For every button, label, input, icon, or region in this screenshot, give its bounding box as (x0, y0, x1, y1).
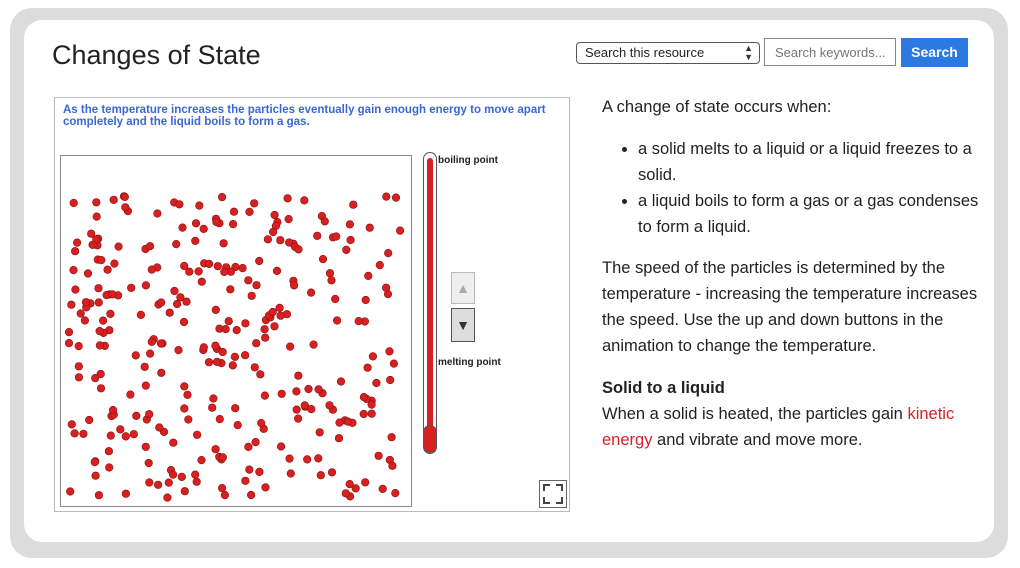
melting-point-label: melting point (438, 357, 501, 368)
particle (196, 202, 204, 210)
particle (96, 342, 104, 350)
particle (364, 364, 372, 372)
particle (154, 481, 162, 489)
particle (95, 284, 103, 292)
particle (193, 478, 201, 486)
particle (200, 225, 208, 233)
particle (179, 224, 187, 232)
section-heading: Solid to a liquid (602, 379, 725, 397)
particle (269, 308, 277, 316)
particle (146, 242, 154, 250)
particle (342, 490, 350, 498)
particle (286, 455, 294, 463)
particle (122, 204, 130, 212)
particle (172, 240, 180, 248)
particle (92, 472, 100, 480)
particle (171, 287, 179, 295)
particle (277, 236, 285, 244)
particle (68, 421, 76, 429)
animation-caption: As the temperature increases the particles eventually gain enough energy to move apart completely and the liquid boils to form a gas. (63, 104, 546, 128)
particle (257, 419, 265, 427)
particle (271, 211, 279, 219)
search-button[interactable]: Search (901, 38, 968, 67)
particle (213, 218, 221, 226)
particle (301, 197, 309, 205)
particle (261, 392, 269, 400)
particle (219, 348, 227, 356)
particle (93, 199, 101, 207)
particle (343, 246, 351, 254)
particle (332, 233, 340, 241)
particle (195, 268, 203, 276)
solid-liquid-paragraph (602, 401, 982, 453)
particle (184, 391, 192, 399)
particle (376, 261, 384, 269)
particle (213, 358, 221, 366)
particle (220, 240, 228, 248)
particle (277, 443, 285, 451)
particle (208, 404, 216, 412)
particle (91, 458, 99, 466)
particle (241, 351, 249, 359)
particle (146, 350, 154, 358)
particle (316, 429, 324, 437)
particle (99, 317, 107, 325)
particle (386, 348, 394, 356)
particle (80, 430, 88, 438)
particle (89, 241, 97, 249)
particle (390, 360, 398, 368)
particle (180, 318, 188, 326)
particle (227, 286, 235, 294)
particle (130, 430, 138, 438)
page-title: Changes of State (52, 40, 261, 70)
particle (286, 343, 294, 351)
particle (347, 236, 355, 244)
particle (337, 378, 345, 386)
particle (253, 281, 261, 289)
particle (350, 201, 358, 209)
select-arrows-icon: ▲ ▼ (744, 43, 753, 62)
particle (229, 362, 237, 370)
particle (261, 325, 269, 333)
particle (191, 471, 199, 479)
particle (107, 310, 115, 318)
particle (239, 264, 247, 272)
particle (252, 438, 260, 446)
particle (210, 395, 218, 403)
particle (392, 194, 400, 202)
particle (231, 404, 239, 412)
particle (383, 193, 391, 201)
particle (373, 379, 381, 387)
particle (219, 454, 227, 462)
particle (212, 342, 220, 350)
particle (165, 479, 173, 487)
particle (98, 256, 106, 264)
particle (200, 344, 208, 352)
particle (247, 491, 255, 499)
particle (360, 393, 368, 401)
particle (218, 484, 226, 492)
particle (77, 310, 85, 318)
particle (75, 374, 83, 382)
particle (111, 260, 119, 268)
particle (75, 363, 83, 371)
particle (248, 292, 256, 300)
particle (198, 456, 206, 464)
particle (141, 363, 149, 371)
particle (328, 277, 336, 285)
particle (164, 494, 172, 502)
particle (361, 479, 369, 487)
particle (250, 200, 258, 208)
particle (66, 488, 74, 496)
fullscreen-icon (540, 481, 566, 507)
particle (156, 424, 164, 432)
particle (246, 208, 254, 216)
particle (193, 431, 201, 439)
particle (84, 270, 92, 278)
particle (313, 232, 321, 240)
particle (388, 433, 396, 441)
particle (65, 328, 73, 336)
particle (158, 369, 166, 377)
particle (360, 410, 368, 418)
particle (85, 416, 93, 424)
particle (256, 468, 264, 476)
particle (261, 334, 269, 342)
animation-panel (54, 97, 570, 512)
particle (336, 419, 344, 427)
particle (170, 439, 178, 447)
particle (225, 317, 233, 325)
particle (110, 196, 118, 204)
particle (375, 452, 383, 460)
particle (169, 471, 177, 479)
particle (145, 410, 153, 418)
particle (181, 487, 189, 495)
particle (142, 282, 150, 290)
particle (368, 410, 376, 418)
particle (231, 353, 239, 361)
particle (87, 230, 95, 238)
particle (75, 342, 83, 350)
particle (285, 215, 293, 223)
particle (242, 477, 250, 485)
intro-text: A change of state occurs when: (602, 98, 832, 116)
particle (369, 353, 377, 361)
temperature-down-button[interactable]: ▼ (451, 308, 475, 342)
particle (346, 480, 354, 488)
particle (72, 286, 80, 294)
particle (177, 294, 185, 302)
particle (117, 426, 125, 434)
particle (293, 388, 301, 396)
particle (246, 466, 254, 474)
particle (255, 257, 263, 265)
particle (186, 268, 194, 276)
particle (70, 266, 78, 274)
particle (315, 455, 323, 463)
particle (122, 490, 130, 498)
particle (331, 295, 339, 303)
particle (221, 268, 229, 276)
particle (305, 385, 313, 393)
particle (65, 339, 73, 347)
particle (73, 239, 81, 247)
particle (212, 306, 220, 314)
particle (396, 227, 404, 235)
particle (308, 405, 316, 413)
particle (107, 432, 115, 440)
particle (192, 220, 200, 228)
particle (157, 299, 165, 307)
particle (132, 352, 140, 360)
particle (214, 262, 222, 270)
particle (245, 443, 253, 451)
particle (264, 236, 272, 244)
search-scope-value: Search this resource (585, 45, 705, 60)
particle (105, 464, 113, 472)
particle (205, 358, 213, 366)
particle (133, 412, 141, 420)
particle (295, 372, 303, 380)
particle (293, 406, 301, 414)
particle (97, 385, 105, 393)
particle (294, 415, 302, 423)
particle (386, 376, 394, 384)
particle (392, 489, 400, 497)
particle (91, 374, 99, 382)
particle (154, 210, 162, 218)
particle (234, 421, 242, 429)
particle (105, 447, 113, 455)
particle (104, 266, 112, 274)
kinetic-energy-link[interactable]: kinetic energy (602, 405, 955, 449)
particle (310, 341, 318, 349)
particle (326, 402, 334, 410)
particle-container (60, 155, 412, 507)
thermometer-fill (427, 158, 433, 434)
state-change-list (602, 136, 982, 240)
particle (362, 296, 370, 304)
particle (344, 418, 352, 426)
particle (222, 325, 230, 333)
particle (389, 462, 397, 470)
para-start: When a solid is heated, the particles gain (602, 405, 908, 423)
particle (287, 470, 295, 478)
particle (181, 383, 189, 391)
particle (303, 456, 311, 464)
particle (242, 320, 250, 328)
boiling-point-label: boiling point (438, 155, 498, 166)
particle (93, 213, 101, 221)
particle (127, 391, 135, 399)
particle (346, 221, 354, 229)
particle (365, 272, 373, 280)
particle (71, 430, 79, 438)
particle (70, 199, 78, 207)
particle-field (61, 156, 411, 506)
particle (295, 246, 303, 254)
particle (109, 291, 117, 299)
particle (95, 491, 103, 499)
thermometer-bulb (423, 425, 437, 453)
particle (68, 301, 76, 309)
particle (366, 224, 374, 232)
particle (145, 459, 153, 467)
particle (192, 237, 200, 245)
para-end: and vibrate and move more. (652, 431, 863, 449)
particle (148, 338, 156, 346)
particle (382, 284, 390, 292)
description (602, 94, 982, 453)
particle (245, 277, 253, 285)
particle (277, 312, 285, 320)
list-item: • a liquid boils to form a gas or a gas condenses to form a liquid. (638, 188, 982, 240)
particle (368, 401, 376, 409)
particle (166, 309, 174, 317)
particle (218, 193, 226, 201)
speed-paragraph: The speed of the particles is determined by the temperature - increasing the temperature increases the speed. Use the up and down buttons in the animation to change the temperature. (602, 259, 978, 355)
particle (157, 340, 165, 348)
particle (257, 371, 265, 379)
particle (122, 433, 130, 441)
particle (115, 243, 123, 251)
particle (176, 201, 184, 209)
particle (307, 289, 315, 297)
particle (319, 255, 327, 263)
particle (137, 311, 145, 319)
particle (96, 327, 104, 335)
particle (328, 469, 336, 477)
search-scope-select[interactable] (576, 42, 760, 64)
list-item: • a solid melts to a liquid or a liquid freezes to a solid. (638, 136, 982, 188)
particle (269, 228, 277, 236)
particle (278, 390, 286, 398)
particle (355, 317, 363, 325)
particle (216, 415, 224, 423)
particle (271, 323, 279, 331)
particle (251, 364, 259, 372)
particle (290, 282, 298, 290)
fullscreen-button[interactable] (539, 480, 567, 508)
particle (326, 269, 334, 277)
particle (71, 247, 79, 255)
particle (273, 267, 281, 275)
particle (233, 326, 241, 334)
particle (384, 249, 392, 257)
thermometer (423, 152, 437, 454)
particle (142, 443, 150, 451)
particle (82, 298, 90, 306)
search-input[interactable] (764, 38, 896, 66)
temperature-up-button[interactable]: ▲ (451, 272, 475, 304)
particle (315, 386, 323, 394)
particle (333, 317, 341, 325)
particle (221, 491, 229, 499)
particle (185, 416, 193, 424)
particle (252, 339, 260, 347)
particle (205, 260, 213, 268)
particle (121, 193, 129, 201)
particle (212, 445, 220, 453)
particle (95, 299, 103, 307)
particle (317, 471, 325, 479)
particle (127, 284, 135, 292)
particle (109, 406, 117, 414)
particle (81, 317, 89, 325)
particle (181, 405, 189, 413)
particle (379, 485, 387, 493)
particle (262, 484, 270, 492)
particle (276, 304, 284, 312)
particle (148, 266, 156, 274)
particle (198, 278, 206, 286)
particle (230, 208, 238, 216)
particle (175, 346, 183, 354)
particle (146, 479, 154, 487)
particle (178, 473, 186, 481)
particle (229, 220, 237, 228)
particle (142, 382, 150, 390)
particle (284, 195, 292, 203)
particle (321, 218, 329, 226)
particle (335, 434, 343, 442)
